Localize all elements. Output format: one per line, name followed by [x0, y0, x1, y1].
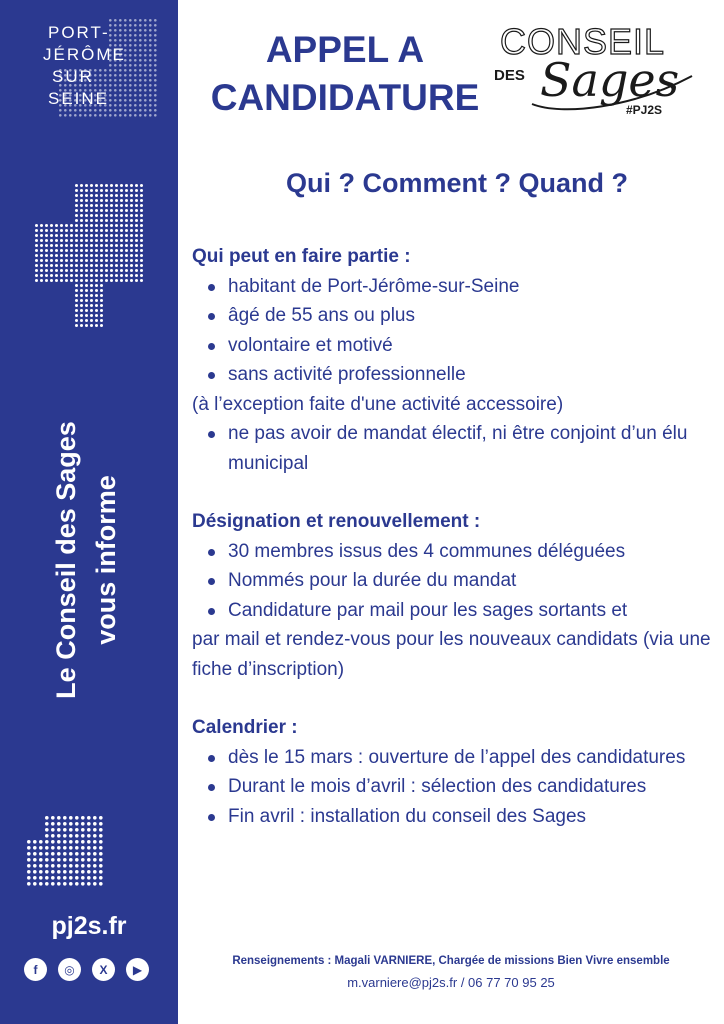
list-item: Fin avril : installation du conseil des Sages: [192, 802, 720, 832]
list-item: Durant le mois d’avril : sélection des candidatures: [192, 772, 720, 802]
x-icon[interactable]: X: [92, 958, 115, 981]
facebook-icon[interactable]: f: [24, 958, 47, 981]
social-links: [24, 958, 149, 981]
decorative-dot-block: [26, 815, 110, 893]
subtitle: Qui ? Comment ? Quand ?: [286, 168, 628, 198]
who-note: (à l’exception faite d'une activité accessoire): [192, 393, 564, 415]
logo-conseil-text: CONSEIL: [500, 21, 666, 62]
logo-des-text: DES: [494, 67, 525, 84]
calendar-heading: Calendrier :: [192, 717, 298, 738]
sidebar: [0, 0, 178, 1024]
website-link[interactable]: pj2s.fr: [51, 912, 127, 940]
decorative-dot-cross: [34, 183, 146, 333]
conseil-des-sages-logo: [492, 16, 712, 128]
title-line-2: CANDIDATURE: [210, 77, 480, 118]
logo-line-3: SUR: [52, 67, 94, 86]
title-line-1: APPEL A: [265, 29, 425, 70]
page-title: [190, 26, 500, 122]
designation-item-continued: par mail et rendez-vous pour les nouveaux candidats (via une fiche d’inscription): [192, 629, 711, 680]
list-item: sans activité professionnelle: [192, 360, 720, 390]
list-item: 30 membres issus des 4 communes déléguées: [192, 537, 720, 567]
list-item: dès le 15 mars : ouverture de l’appel des candidatures: [192, 743, 720, 773]
contact-email-phone[interactable]: m.varniere@pj2s.fr / 06 77 70 95 25: [347, 975, 555, 990]
list-item: âgé de 55 ans ou plus: [192, 301, 720, 331]
designation-heading: Désignation et renouvellement :: [192, 511, 481, 532]
vertical-line-2: vous informe: [91, 475, 121, 645]
logo-sages-text: Sages: [540, 53, 680, 107]
list-item: Nommés pour la durée du mandat: [192, 566, 720, 596]
sidebar-vertical-text: [46, 380, 126, 740]
footer: [178, 951, 724, 993]
vertical-line-1: Le Conseil des Sages: [51, 421, 81, 699]
contact-info: Renseignements : Magali VARNIERE, Chargée de missions Bien Vivre ensemble: [232, 955, 670, 967]
main-content: [192, 242, 720, 831]
logo-line-2: JÉRÔME: [43, 45, 126, 64]
list-item: ne pas avoir de mandat électif, ni être conjoint d’un élu municipal: [192, 419, 720, 478]
youtube-icon[interactable]: ▶: [126, 958, 149, 981]
who-heading: Qui peut en faire partie :: [192, 246, 411, 267]
list-item: habitant de Port-Jérôme-sur-Seine: [192, 272, 720, 302]
instagram-icon[interactable]: ◎: [58, 958, 81, 981]
list-item: Candidature par mail pour les sages sortants et: [192, 596, 720, 626]
list-item: volontaire et motivé: [192, 331, 720, 361]
logo-line-1: PORT-: [48, 23, 110, 42]
logo-line-4: SEINE: [48, 89, 110, 108]
logo-tag-text: #PJ2S: [626, 103, 663, 117]
